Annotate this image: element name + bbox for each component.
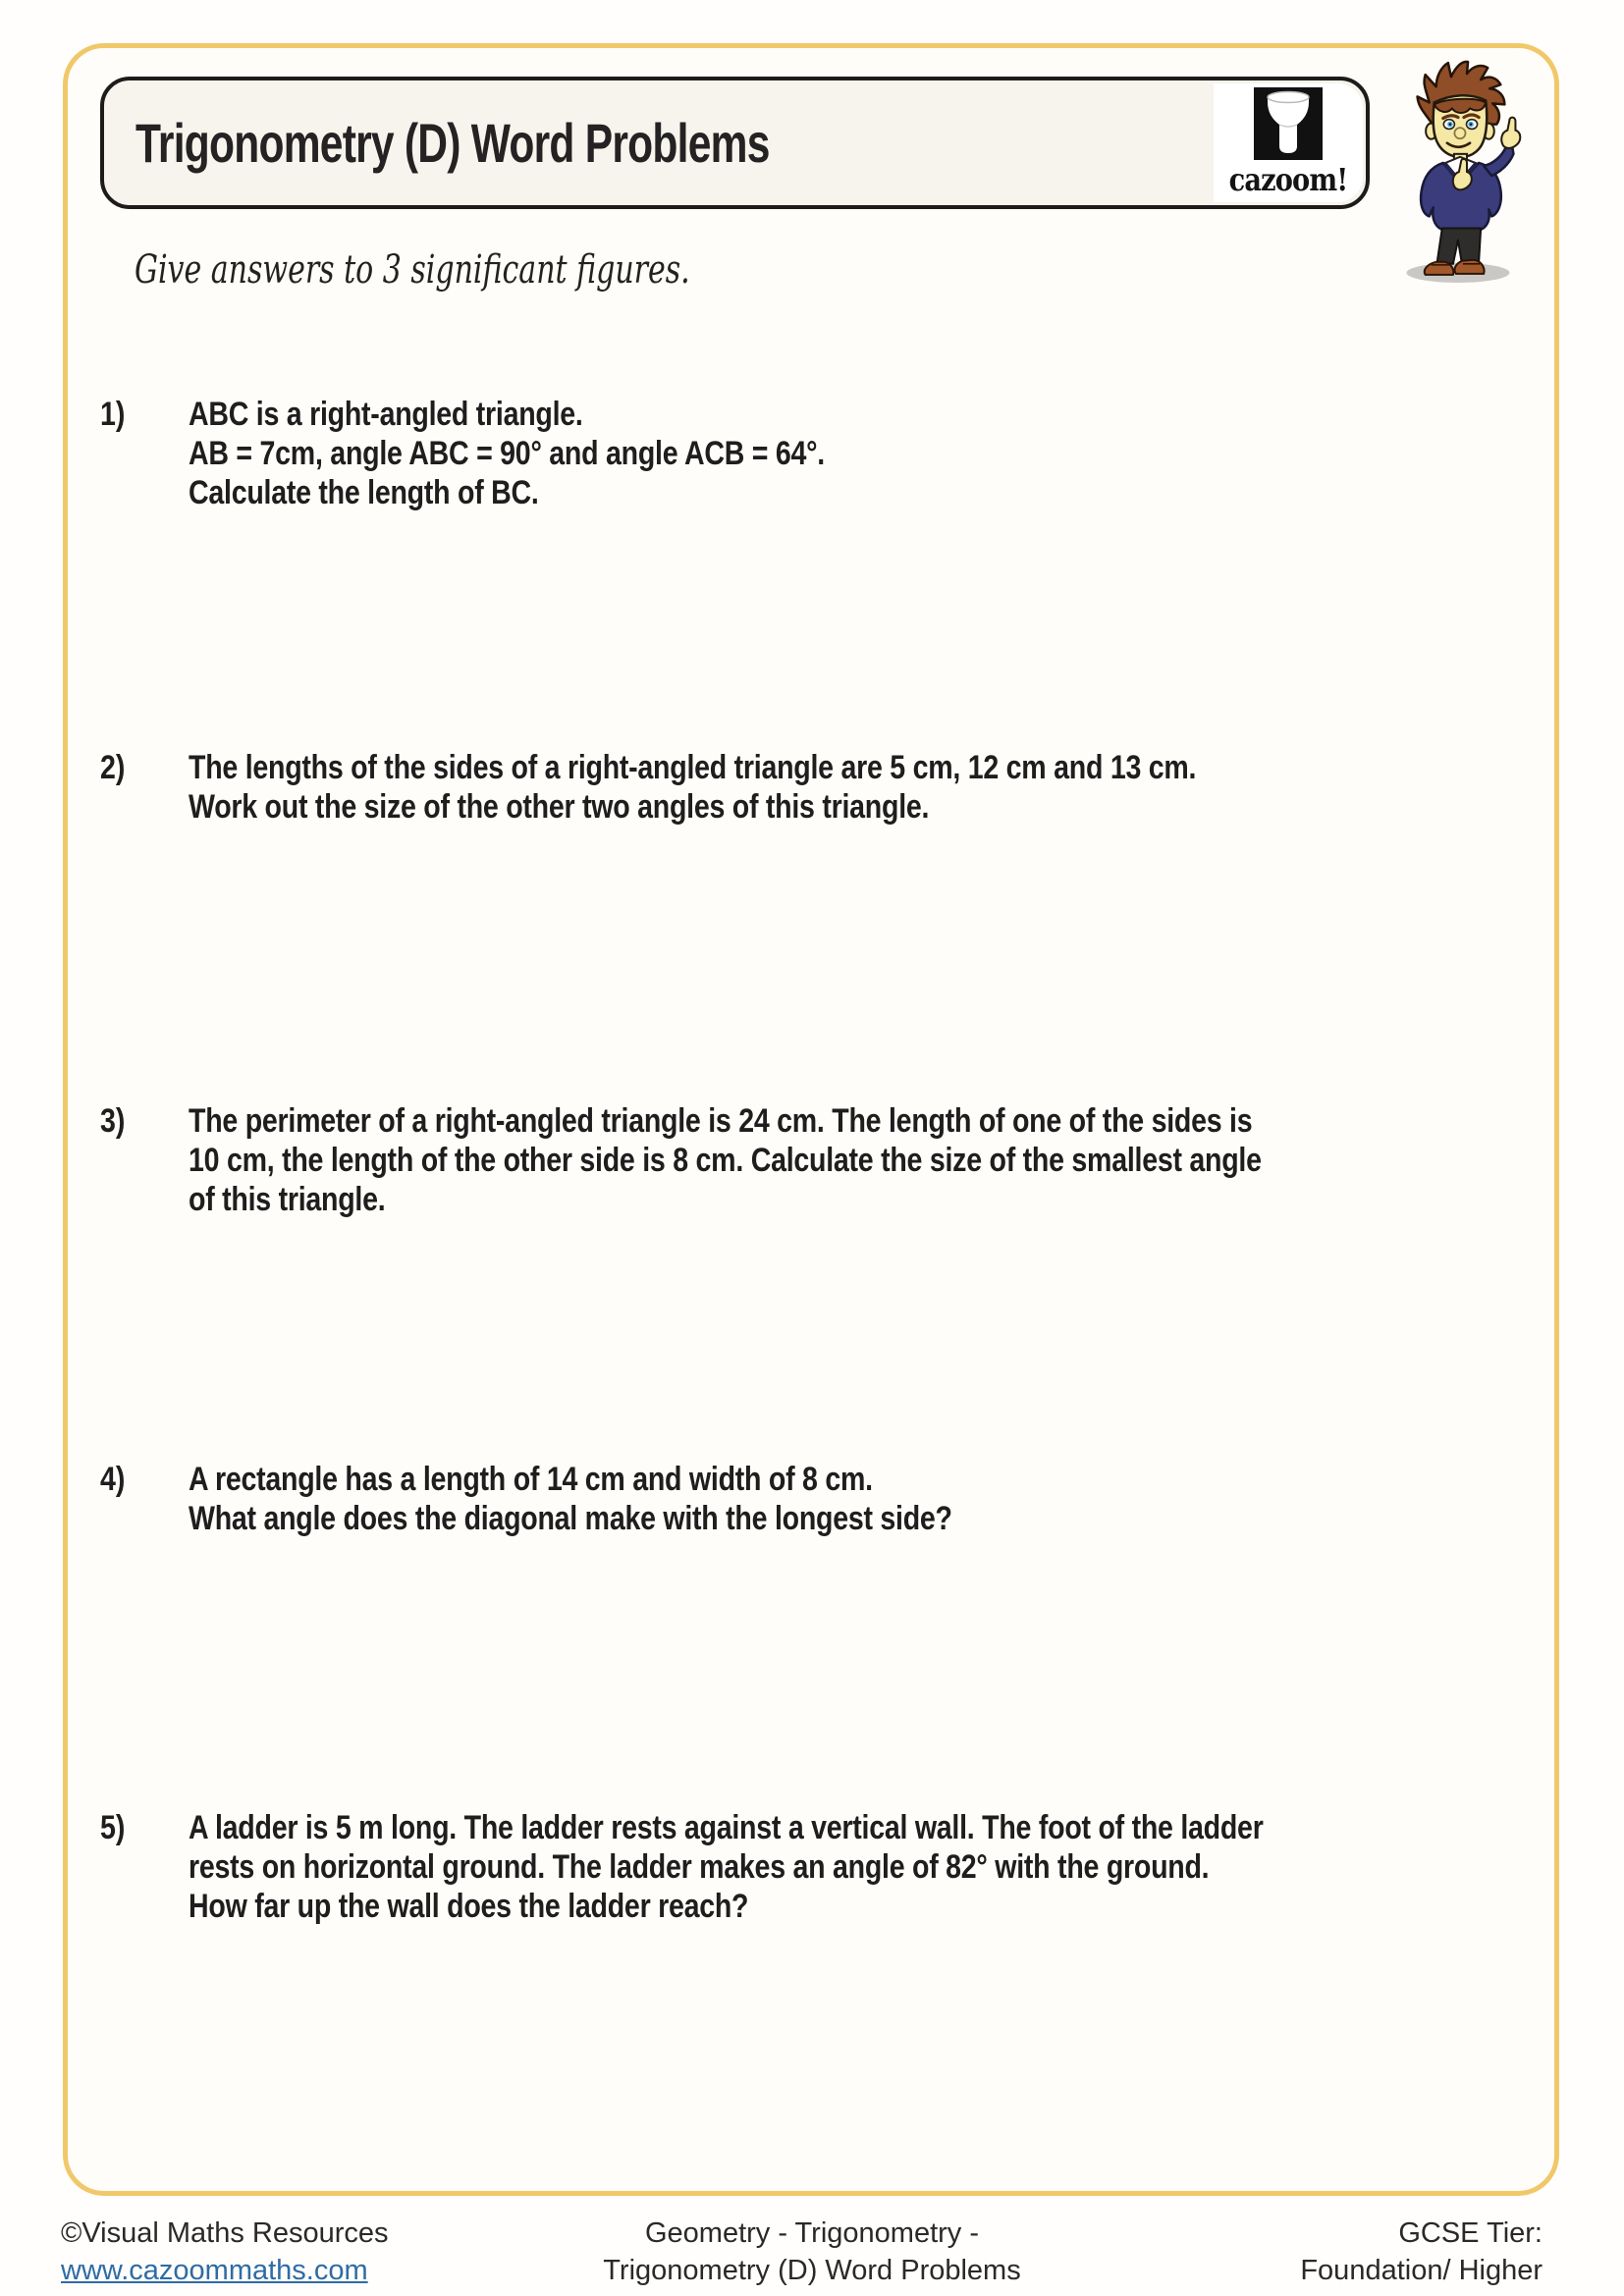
problem-line: Calculate the length of BC. (189, 474, 539, 511)
problem-text (189, 395, 825, 512)
problem-line: Work out the size of the other two angles of this triangle. (189, 788, 930, 826)
footer-copyright: ©Visual Maths Resources (61, 2217, 389, 2249)
problem-text (189, 748, 1196, 827)
instruction-text: Give answers to 3 significant figures. (135, 247, 690, 293)
problem-line: AB = 7cm, angle ABC = 90° and angle ACB = 64°. (189, 435, 825, 472)
footer-website-link[interactable]: www.cazoommaths.com (61, 2255, 368, 2286)
problem-number: 3) (100, 1102, 126, 1140)
problem-line: of this triangle. (189, 1181, 386, 1218)
problem-line: What angle does the diagonal make with the longest side? (189, 1500, 952, 1537)
problem-line: 10 cm, the length of the other side is 8 cm. Calculate the size of the smallest angle (189, 1142, 1262, 1179)
problem-number: 1) (100, 396, 126, 433)
problem-line: How far up the wall does the ladder reach? (189, 1888, 749, 1925)
problem-line: A rectangle has a length of 14 cm and width of 8 cm. (189, 1461, 873, 1498)
footer-right (1300, 2215, 1543, 2289)
djembe-drum-icon (1254, 87, 1323, 160)
footer-tier-label: GCSE Tier: (1398, 2217, 1543, 2249)
cazoom-wordmark: cazoom! (1228, 161, 1348, 198)
problem-number: 4) (100, 1461, 126, 1498)
problem-number: 2) (100, 749, 126, 786)
footer-topic-line: Geometry - Trigonometry - (644, 2217, 980, 2249)
footer-tier-value: Foundation/ Higher (1300, 2255, 1543, 2286)
problem-number: 5) (100, 1809, 126, 1846)
page-title: Trigonometry (D) Word Problems (135, 112, 770, 174)
problem-text (189, 1101, 1262, 1219)
mascot-pants (1437, 229, 1481, 264)
problem-line: The lengths of the sides of a right-angled triangle are 5 cm, 12 cm and 13 cm. (189, 749, 1197, 786)
title-box (100, 77, 1370, 209)
footer-sheet-title: Trigonometry (D) Word Problems (603, 2255, 1021, 2286)
problem-line: ABC is a right-angled triangle. (189, 396, 583, 433)
problem-line: rests on horizontal ground. The ladder makes an angle of 82° with the ground. (189, 1848, 1210, 1886)
problem-text (189, 1460, 952, 1538)
cazoom-logo (1214, 83, 1363, 202)
problem-line: The perimeter of a right-angled triangle is 24 cm. The length of one of the sides is (189, 1102, 1253, 1140)
problem-line: A ladder is 5 m long. The ladder rests against a vertical wall. The foot of the ladder (189, 1809, 1264, 1846)
mascot-boy-illustration (1400, 59, 1530, 285)
problem-text (189, 1808, 1264, 1926)
